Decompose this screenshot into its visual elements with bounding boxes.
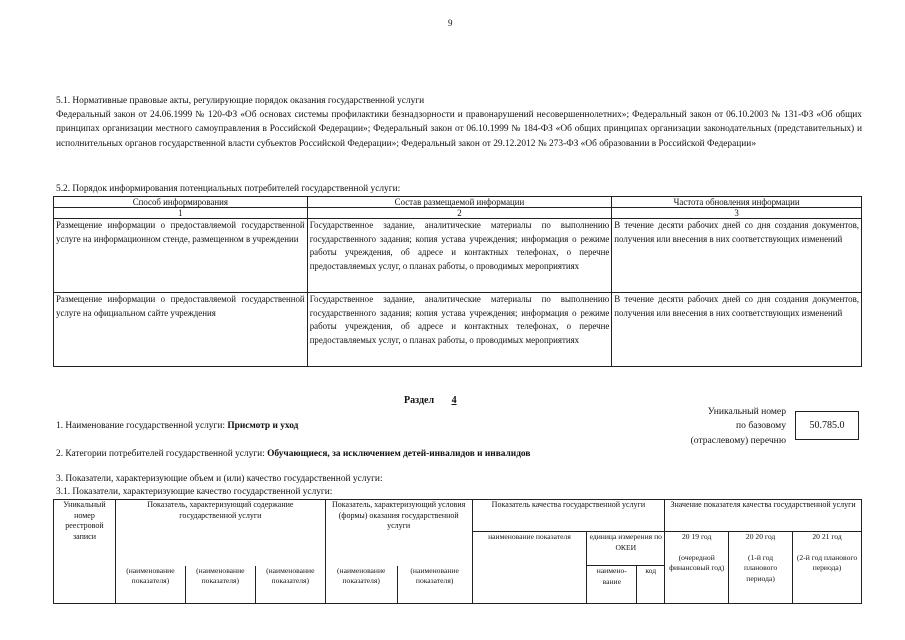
header-sub-name: (наименование показателя) (115, 566, 185, 604)
unique-number-line: (отраслевому) перечню (690, 434, 786, 446)
header-year-3 (793, 532, 862, 604)
unique-number-line: Уникальный номер (707, 406, 786, 417)
section-title (404, 395, 468, 406)
table-cell: В течение десяти рабочих дней со дня создания документов, получения или внесения в них соответствующих изменений (612, 293, 862, 367)
table-cell: Размещение информации о предоставляемой государственной услуге на официальном сайте учреждения (54, 293, 308, 367)
table-header-row (54, 500, 862, 532)
header-unit-name: наимено-вание (587, 566, 637, 604)
table-cell: Государственное задание, аналитические материалы по выполнению государственного задания; копия устава учреждения; информация о режиме работы учреждения, об адресе и контактных телефонах, о перечне предоставляемых услуг, о планах работы, о проводимых мероприятиях (307, 219, 612, 293)
spacer (795, 543, 859, 553)
header-content-indicator: Показатель, характеризующий содержание государственной услуги (115, 500, 325, 532)
header-sub-name: (наименование показателя) (255, 566, 325, 604)
header-unique-number: Уникальный номер реестровой записи (54, 500, 116, 604)
spacer-cell (325, 532, 472, 566)
service-name-value: Присмотр и уход (227, 421, 299, 431)
service-name (56, 419, 862, 433)
year-note: (2-й год планового периода) (796, 552, 858, 572)
header-conditions-indicator: Показатель, характеризующий условия (формы) оказания государственной услуги (325, 500, 472, 532)
column-number: 2 (307, 208, 612, 219)
column-number: 1 (54, 208, 308, 219)
table-row (54, 293, 862, 367)
informing-number-row (54, 208, 862, 219)
quality-indicators-table (53, 499, 862, 604)
section-5-1-text: Федеральный закон от 24.06.1999 № 120-ФЗ «Об основах системы профилактики безнадзорности и правонарушений несовершеннолетних»; Федеральный закон от 06.10.2003 № 131-ФЗ «Об общих принципах организации местного самоуправления в Российской Федерации»; Федеральный закон от 06.10.1999 № 184-ФЗ «Об общих принципах организации законодательных (представительных) и исполнительных органов государственной власти субъектов Российской Федерации»; Федеральный закон от 29.12.2012 № 273-ФЗ «Об образовании в Российской Федерации» (56, 110, 862, 149)
header-year-1 (665, 532, 729, 604)
spacer (667, 543, 726, 553)
table-cell: Государственное задание, аналитические материалы по выполнению государственного задания; копия устава учреждения; информация о режиме работы учреждения, об адресе и контактных телефонах, о перечне предоставляемых услуг, о планах работы, о проводимых мероприятиях (307, 293, 612, 367)
header-unit-code: код (637, 566, 665, 604)
column-header: Состав размещаемой информации (307, 197, 612, 208)
consumer-category-label: 2. Категории потребителей государственной услуги: (56, 449, 268, 459)
header-sub-name: (наименование показателя) (185, 566, 255, 604)
service-name-label: 1. Наименование государственной услуги: (56, 421, 228, 431)
header-unit-okei: единица измерения по ОКЕИ (587, 532, 665, 566)
consumer-category (56, 447, 862, 461)
informing-header-row (54, 197, 862, 208)
header-indicator-name: наименование показателя (472, 532, 587, 604)
year-label: 20 19 год (682, 532, 712, 541)
table-cell: В течение десяти рабочих дней со дня создания документов, получения или внесения в них соответствующих изменений (612, 219, 862, 293)
column-header: Частота обновления информации (612, 197, 862, 208)
quality-indicators-heading: 3.1. Показатели, характеризующие качество государственной услуги: (56, 487, 333, 497)
column-number: 3 (612, 208, 862, 219)
indicators-heading: 3. Показатели, характеризующие объем и (или) качество государственной услуги: (56, 474, 383, 484)
informing-table (53, 196, 862, 367)
year-label: 20 21 год (812, 532, 842, 541)
page-number: 9 (448, 18, 453, 28)
header-quality-values: Значение показателя качества государственной услуги (665, 500, 862, 532)
section-5-1-heading: 5.1. Нормативные правовые акты, регулирующие порядок оказания государственной услуги (56, 96, 425, 106)
spacer-cell (115, 532, 325, 566)
registry-code: 50.785.0 (795, 411, 859, 440)
section-number: 4 (451, 395, 457, 406)
table-header-row (54, 532, 862, 566)
table-row (54, 219, 862, 293)
spacer (731, 543, 790, 553)
header-year-2 (729, 532, 793, 604)
header-sub-name: (наименование показателя) (397, 566, 472, 604)
section-label: Раздел (404, 395, 435, 406)
year-note: (очередной финансовый год) (669, 552, 725, 572)
header-quality-indicator: Показатель качества государственной услуги (472, 500, 665, 532)
header-sub-name: (наименование показателя) (325, 566, 397, 604)
unique-number-line: по базовому (736, 420, 786, 432)
section-5-2-heading: 5.2. Порядок информирования потенциальных потребителей государственной услуги: (56, 184, 401, 194)
consumer-category-value: Обучающиеся, за исключением детей-инвалидов и инвалидов (267, 449, 531, 459)
year-label: 20 20 год (745, 532, 776, 541)
column-header: Способ информирования (54, 197, 308, 208)
year-note: (1-й год планового периода) (744, 552, 778, 583)
table-cell: Размещение информации о предоставляемой государственной услуге на информационном стенде, размещенном в учреждении (54, 219, 308, 293)
